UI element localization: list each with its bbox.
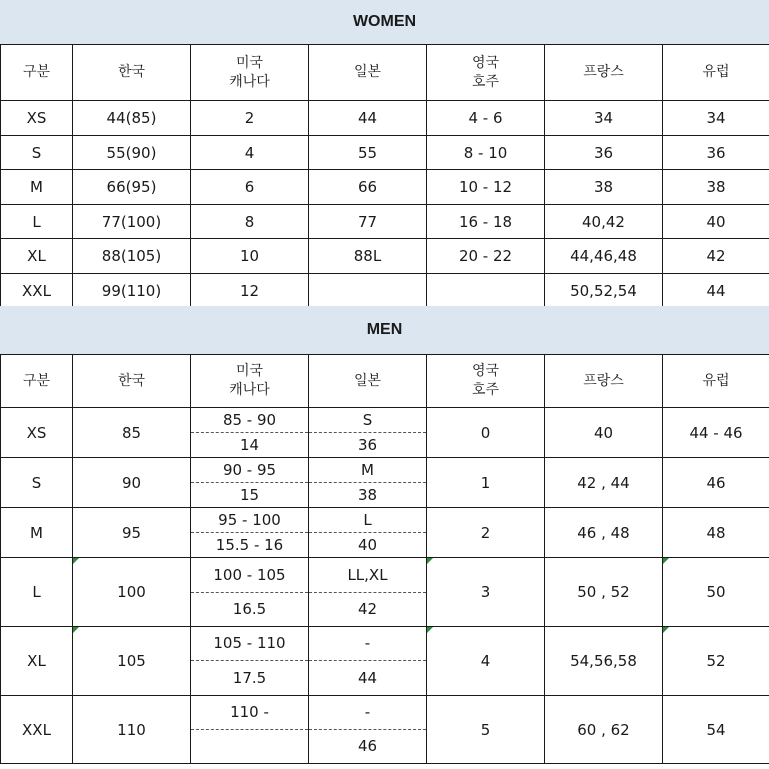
france-cell: 50 , 52 xyxy=(545,558,663,627)
europe-cell: 36 xyxy=(663,136,769,170)
korea-cell: 55(90) xyxy=(73,136,191,170)
japan-cell-bottom: 36 xyxy=(309,433,427,458)
header-line-1: 미국 xyxy=(235,54,264,71)
women-size-table xyxy=(0,44,769,308)
france-cell: 50,52,54 xyxy=(545,274,663,308)
japan-cell-bottom: 42 xyxy=(309,593,427,627)
france-cell: 36 xyxy=(545,136,663,170)
us-canada-cell: 6 xyxy=(191,170,309,205)
header-cell-us-canada xyxy=(191,45,309,101)
japan-cell-top: LL,XL xyxy=(309,558,427,593)
europe-cell: 44 - 46 xyxy=(663,408,769,458)
europe-cell-value: 52 xyxy=(706,652,726,670)
europe-cell xyxy=(663,627,769,696)
us-canada-cell: 8 xyxy=(191,205,309,239)
table-row xyxy=(1,205,769,239)
korea-cell: 99(110) xyxy=(73,274,191,308)
size-cell: S xyxy=(1,136,73,170)
men-section-title: MEN xyxy=(0,306,769,354)
header-cell-division: 구분 xyxy=(1,45,73,101)
europe-cell: 38 xyxy=(663,170,769,205)
men-header-row xyxy=(1,355,769,408)
size-cell: L xyxy=(1,205,73,239)
uk-australia-cell: 4 - 6 xyxy=(427,101,545,136)
japan-cell-bottom: 38 xyxy=(309,483,427,508)
europe-cell: 46 xyxy=(663,458,769,508)
us-canada-cell-top: 100 - 105 xyxy=(191,558,309,593)
japan-cell: 77 xyxy=(309,205,427,239)
france-cell: 46 , 48 xyxy=(545,508,663,558)
us-canada-cell-bottom: 14 xyxy=(191,433,309,458)
size-cell: XL xyxy=(1,627,73,696)
size-cell: S xyxy=(1,458,73,508)
uk-australia-cell xyxy=(427,558,545,627)
france-cell: 54,56,58 xyxy=(545,627,663,696)
europe-cell: 54 xyxy=(663,696,769,764)
korea-cell: 90 xyxy=(73,458,191,508)
us-canada-cell-bottom: 15.5 - 16 xyxy=(191,533,309,558)
uk-australia-cell-value: 4 xyxy=(480,652,491,670)
header-cell-france: 프랑스 xyxy=(545,355,663,408)
size-cell: M xyxy=(1,508,73,558)
korea-cell: 88(105) xyxy=(73,239,191,274)
header-cell-japan: 일본 xyxy=(309,355,427,408)
korea-cell: 77(100) xyxy=(73,205,191,239)
korea-cell-value: 105 xyxy=(117,652,146,670)
japan-cell-bottom: 46 xyxy=(309,730,427,764)
korea-cell xyxy=(73,558,191,627)
japan-cell-bottom: 40 xyxy=(309,533,427,558)
comment-marker-icon xyxy=(73,627,79,633)
korea-cell: 95 xyxy=(73,508,191,558)
france-cell: 42 , 44 xyxy=(545,458,663,508)
size-cell: XXL xyxy=(1,696,73,764)
table-row xyxy=(1,696,769,730)
men-size-table xyxy=(0,354,769,764)
us-canada-cell: 2 xyxy=(191,101,309,136)
uk-australia-cell: 1 xyxy=(427,458,545,508)
header-line-2: 호주 xyxy=(471,73,500,90)
europe-cell: 44 xyxy=(663,274,769,308)
size-cell: XS xyxy=(1,101,73,136)
table-row xyxy=(1,239,769,274)
europe-cell xyxy=(663,558,769,627)
uk-australia-cell: 16 - 18 xyxy=(427,205,545,239)
size-cell: M xyxy=(1,170,73,205)
japan-cell-top: L xyxy=(309,508,427,533)
uk-australia-cell: 5 xyxy=(427,696,545,764)
header-cell-uk-australia xyxy=(427,355,545,408)
size-cell: XL xyxy=(1,239,73,274)
korea-cell xyxy=(73,627,191,696)
size-cell: XXL xyxy=(1,274,73,308)
header-cell-division: 구분 xyxy=(1,355,73,408)
japan-cell: 55 xyxy=(309,136,427,170)
header-line-1: 영국 xyxy=(471,363,500,379)
europe-cell-value: 50 xyxy=(706,583,726,601)
korea-cell: 44(85) xyxy=(73,101,191,136)
table-row xyxy=(1,274,769,308)
header-cell-japan: 일본 xyxy=(309,45,427,101)
header-line-2: 캐나다 xyxy=(229,73,270,90)
japan-cell: 66 xyxy=(309,170,427,205)
japan-cell-bottom: 44 xyxy=(309,661,427,696)
size-cell: XS xyxy=(1,408,73,458)
size-cell: L xyxy=(1,558,73,627)
comment-marker-icon xyxy=(663,627,669,633)
japan-cell-top: - xyxy=(309,627,427,661)
table-row xyxy=(1,458,769,483)
header-cell-europe: 유럽 xyxy=(663,355,769,408)
table-row xyxy=(1,627,769,661)
us-canada-cell-top: 95 - 100 xyxy=(191,508,309,533)
us-canada-cell-bottom: 15 xyxy=(191,483,309,508)
france-cell: 40 xyxy=(545,408,663,458)
us-canada-cell-bottom xyxy=(191,730,309,764)
france-cell: 60 , 62 xyxy=(545,696,663,764)
uk-australia-cell: 8 - 10 xyxy=(427,136,545,170)
table-row xyxy=(1,508,769,533)
us-canada-cell-bottom: 17.5 xyxy=(191,661,309,696)
comment-marker-icon xyxy=(73,558,79,564)
header-cell-korea: 한국 xyxy=(73,45,191,101)
europe-cell: 42 xyxy=(663,239,769,274)
table-row xyxy=(1,170,769,205)
europe-cell: 48 xyxy=(663,508,769,558)
table-row xyxy=(1,136,769,170)
france-cell: 40,42 xyxy=(545,205,663,239)
uk-australia-cell-value: 3 xyxy=(480,583,491,601)
us-canada-cell-top: 90 - 95 xyxy=(191,458,309,483)
women-header-row xyxy=(1,45,769,101)
table-row xyxy=(1,408,769,433)
japan-cell: 44 xyxy=(309,101,427,136)
us-canada-cell: 12 xyxy=(191,274,309,308)
header-cell-us-canada xyxy=(191,355,309,408)
table-row xyxy=(1,101,769,136)
header-cell-korea: 한국 xyxy=(73,355,191,408)
header-line-1: 영국 xyxy=(471,54,500,71)
france-cell: 38 xyxy=(545,170,663,205)
us-canada-cell: 10 xyxy=(191,239,309,274)
europe-cell: 40 xyxy=(663,205,769,239)
uk-australia-cell: 2 xyxy=(427,508,545,558)
uk-australia-cell: 0 xyxy=(427,408,545,458)
women-section-title: WOMEN xyxy=(0,0,769,44)
header-line-1: 미국 xyxy=(235,363,264,379)
korea-cell: 85 xyxy=(73,408,191,458)
header-cell-europe: 유럽 xyxy=(663,45,769,101)
japan-cell-top: S xyxy=(309,408,427,433)
header-line-2: 캐나다 xyxy=(229,382,270,398)
japan-cell-top: M xyxy=(309,458,427,483)
korea-cell: 66(95) xyxy=(73,170,191,205)
uk-australia-cell: 20 - 22 xyxy=(427,239,545,274)
japan-cell xyxy=(309,274,427,308)
france-cell: 34 xyxy=(545,101,663,136)
korea-cell-value: 100 xyxy=(117,583,146,601)
europe-cell: 34 xyxy=(663,101,769,136)
uk-australia-cell: 10 - 12 xyxy=(427,170,545,205)
table-row xyxy=(1,558,769,593)
comment-marker-icon xyxy=(427,558,433,564)
header-cell-france: 프랑스 xyxy=(545,45,663,101)
comment-marker-icon xyxy=(427,627,433,633)
us-canada-cell-top: 85 - 90 xyxy=(191,408,309,433)
header-cell-uk-australia xyxy=(427,45,545,101)
us-canada-cell-bottom: 16.5 xyxy=(191,593,309,627)
us-canada-cell-top: 105 - 110 xyxy=(191,627,309,661)
uk-australia-cell xyxy=(427,274,545,308)
korea-cell: 110 xyxy=(73,696,191,764)
japan-cell: 88L xyxy=(309,239,427,274)
us-canada-cell: 4 xyxy=(191,136,309,170)
header-line-2: 호주 xyxy=(471,382,500,398)
comment-marker-icon xyxy=(663,558,669,564)
france-cell: 44,46,48 xyxy=(545,239,663,274)
us-canada-cell-top: 110 - xyxy=(191,696,309,730)
japan-cell-top: - xyxy=(309,696,427,730)
uk-australia-cell xyxy=(427,627,545,696)
